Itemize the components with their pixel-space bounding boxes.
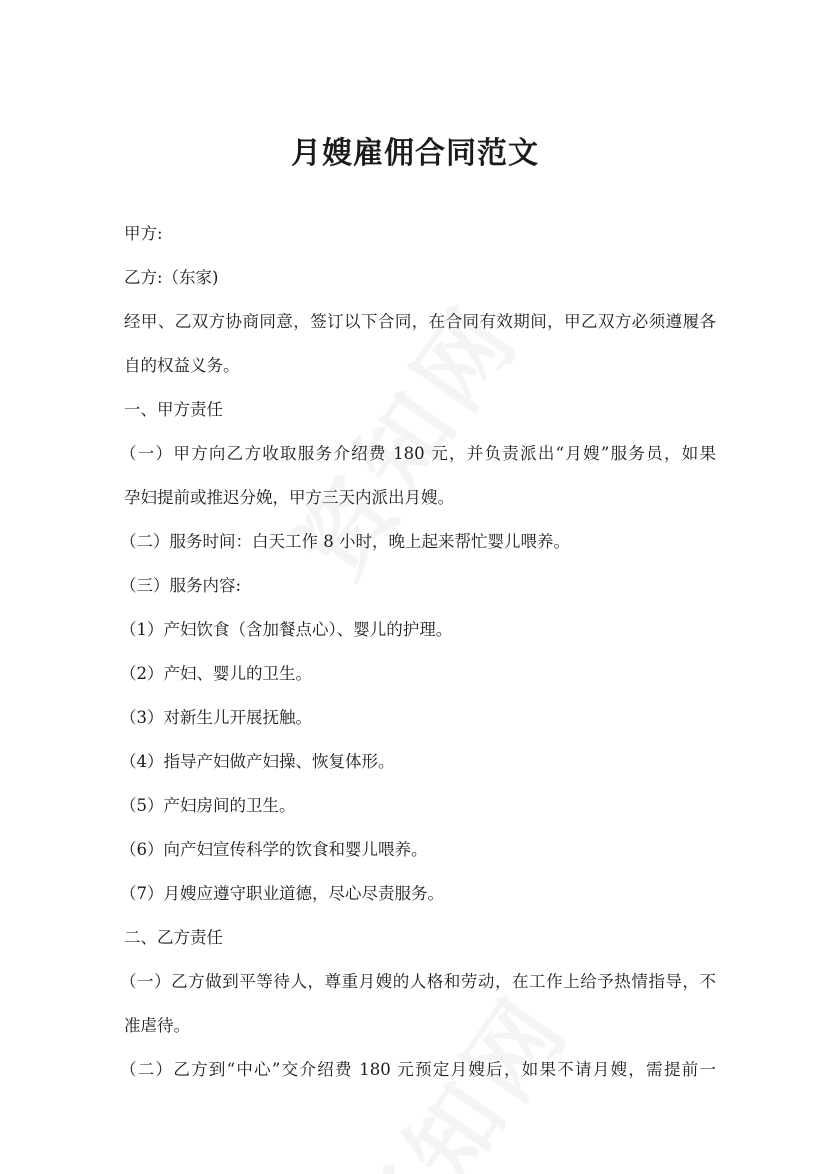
body-paragraph: 自的权益义务。 <box>124 356 240 375</box>
list-item: （2）产妇、婴儿的卫生。 <box>120 664 312 683</box>
body-paragraph: 经甲、乙双方协商同意，签订以下合同，在合同有效期间，甲乙双方必须遵履各 <box>124 312 716 331</box>
section-heading: 一、甲方责任 <box>124 400 223 419</box>
clause-paragraph: 孕妇提前或推迟分娩，甲方三天内派出月嫂。 <box>124 488 454 507</box>
list-item: （3）对新生儿开展抚触。 <box>120 708 312 727</box>
clause-paragraph: （二）服务时间：白天工作 8 小时，晚上起来帮忙婴儿喂养。 <box>120 532 570 551</box>
party-b-line: 乙方:（东家) <box>124 268 219 287</box>
list-item: （6）向产妇宣传科学的饮食和婴儿喂养。 <box>120 840 428 859</box>
document-title: 月嫂雇佣合同范文 <box>291 136 539 172</box>
document-body <box>120 214 716 1094</box>
list-item: （5）产妇房间的卫生。 <box>120 796 296 815</box>
list-item: （7）月嫂应遵守职业道德，尽心尽责服务。 <box>120 884 444 903</box>
clause-paragraph: （三）服务内容: <box>120 576 242 595</box>
list-item: （4）指导产妇做产妇操、恢复体形。 <box>120 752 395 771</box>
clause-paragraph: （一）甲方向乙方收取服务介绍费 180 元，并负责派出“月嫂”服务员，如果 <box>120 444 716 463</box>
clause-paragraph: （一）乙方做到平等待人，尊重月嫂的人格和劳动，在工作上给予热情指导，不 <box>120 972 716 991</box>
clause-paragraph: （二）乙方到“中心”交介绍费 180 元预定月嫂后，如果不请月嫂，需提前一 <box>120 1060 716 1079</box>
list-item: （1）产妇饮食（含加餐点心）、婴儿的护理。 <box>120 620 453 639</box>
clause-paragraph: 准虐待。 <box>124 1016 190 1035</box>
party-a-line: 甲方: <box>124 224 163 243</box>
section-heading: 二、乙方责任 <box>124 928 223 947</box>
